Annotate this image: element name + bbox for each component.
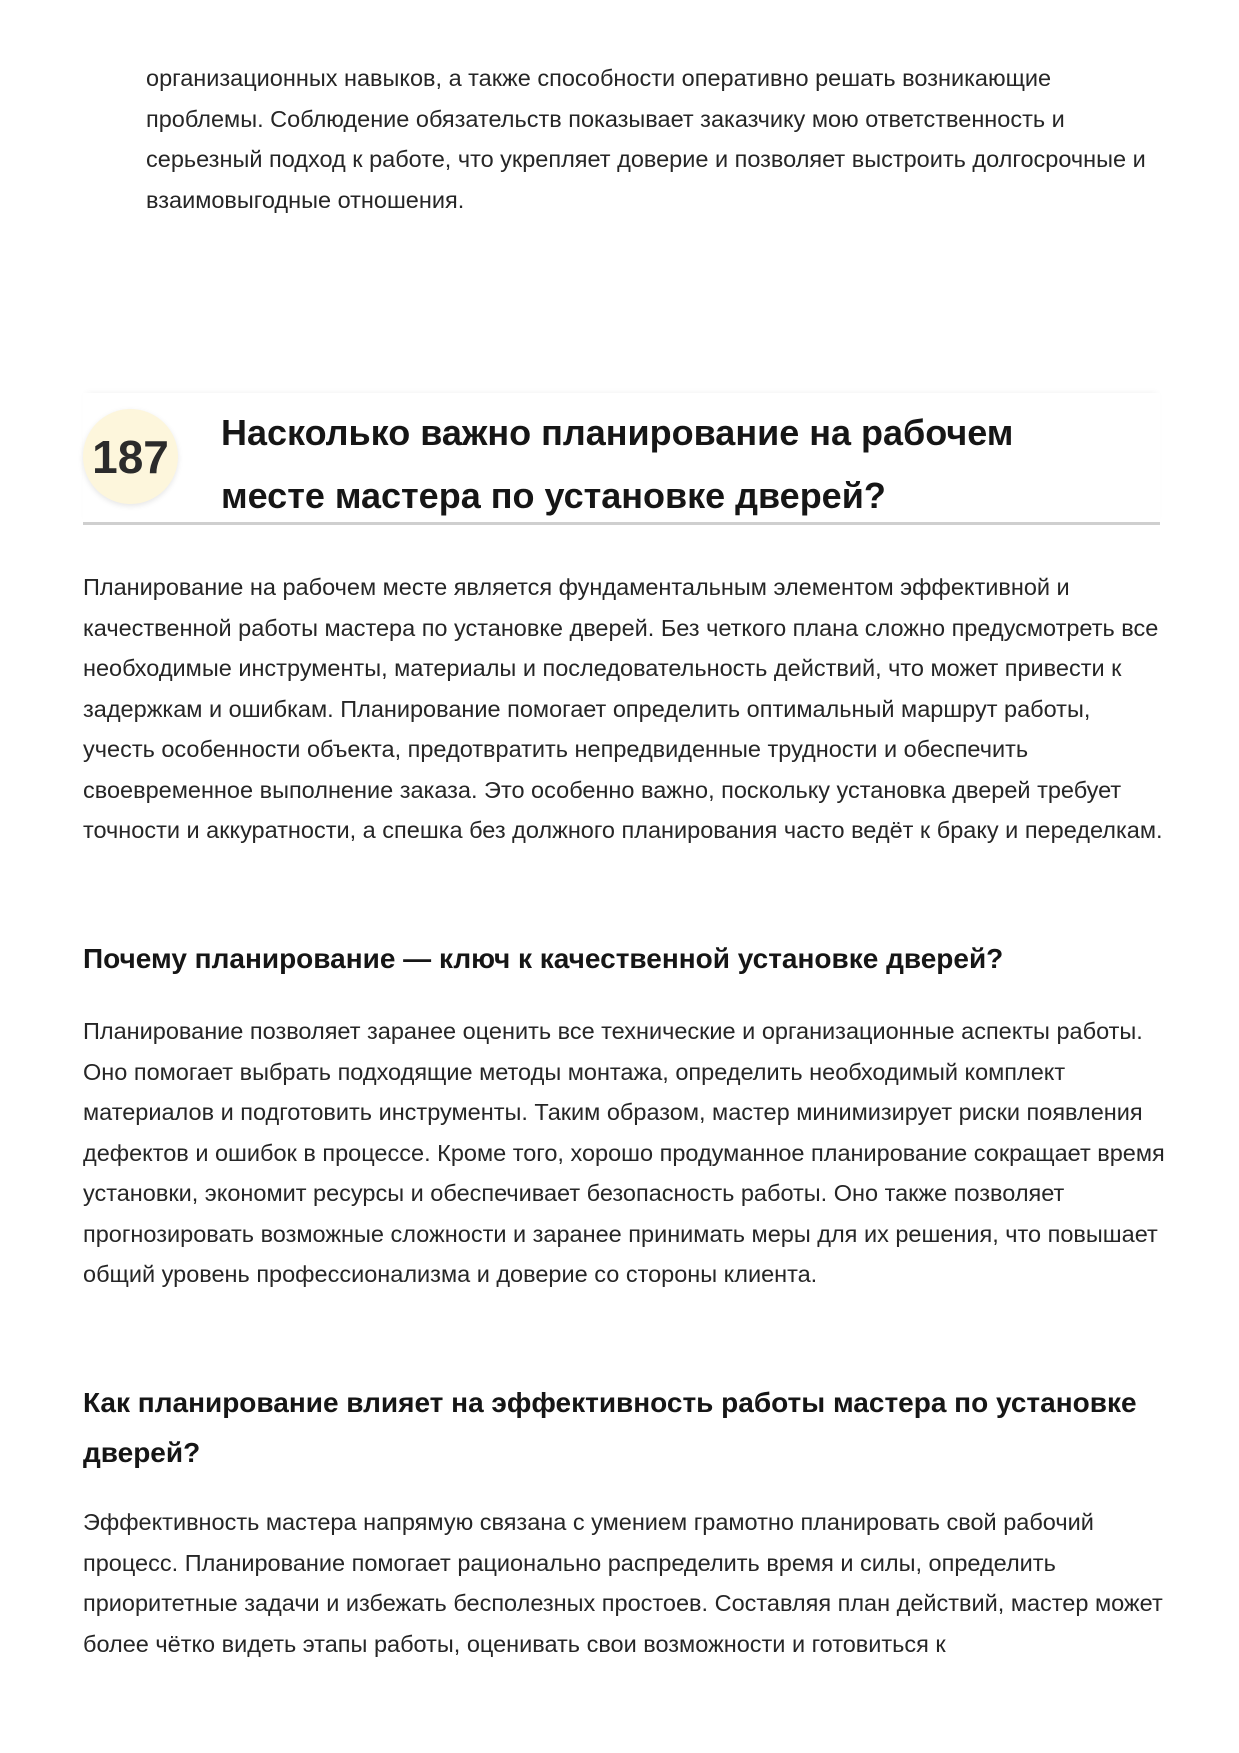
section-heading-efficiency: Как планирование влияет на эффективность работы мастера по установке дверей? [83,1387,1137,1468]
answer-paragraph: Планирование на рабочем месте является фундаментальным элементом эффективной и качественной работы мастера по установке дверей. Без четкого плана сложно предусмотреть все необходимые инструменты, материалы и последовательность действий, что может привести к задержкам и ошибкам. Планирование помогает определить оптимальный маршрут работы, учесть особенности объекта, предотвратить непредвиденные трудности и обеспечить своевременное выполнение заказа. Это особенно важно, поскольку установка дверей требует точности и аккуратности, а спешка без должного планирования часто ведёт к браку и переделкам. [83,574,1163,843]
question-title: Насколько важно планирование на рабочем месте мастера по установке дверей? [221,412,1014,516]
section-paragraph-why: Планирование позволяет заранее оценить все технические и организационные аспекты работы. Оно помогает выбрать подходящие методы монтажа, определить необходимый комплект материалов и подготовить инструменты. Таким образом, мастер минимизирует риски появления дефектов и ошибок в процессе. Кроме того, хорошо продуманное планирование сокращает время установки, экономит ресурсы и обеспечивает безопасность работы. Оно также позволяет прогнозировать возможные сложности и заранее принимать меры для их решения, что повышает общий уровень профессионализма и доверие со стороны клиента. [83,1018,1165,1287]
section-heading-why: Почему планирование — ключ к качественной установке дверей? [83,943,1004,974]
question-number-badge: 187 [83,409,178,504]
intro-paragraph: организационных навыков, а также способности оперативно решать возникающие проблемы. Соблюдение обязательств показывает заказчику мою ответственность и серьезный подход к работе, что укрепляет доверие и позволяет выстроить долгосрочные и взаимовыгодные отношения. [146,65,1146,213]
question-header [83,393,1160,525]
section-paragraph-efficiency: Эффективность мастера напрямую связана с умением грамотно планировать свой рабочий процесс. Планирование помогает рационально распределить время и силы, определить приоритетные задачи и избежать бесполезных простоев. Составляя план действий, мастер может более чётко видеть этапы работы, оценивать свои возможности и готовиться к [83,1509,1163,1657]
